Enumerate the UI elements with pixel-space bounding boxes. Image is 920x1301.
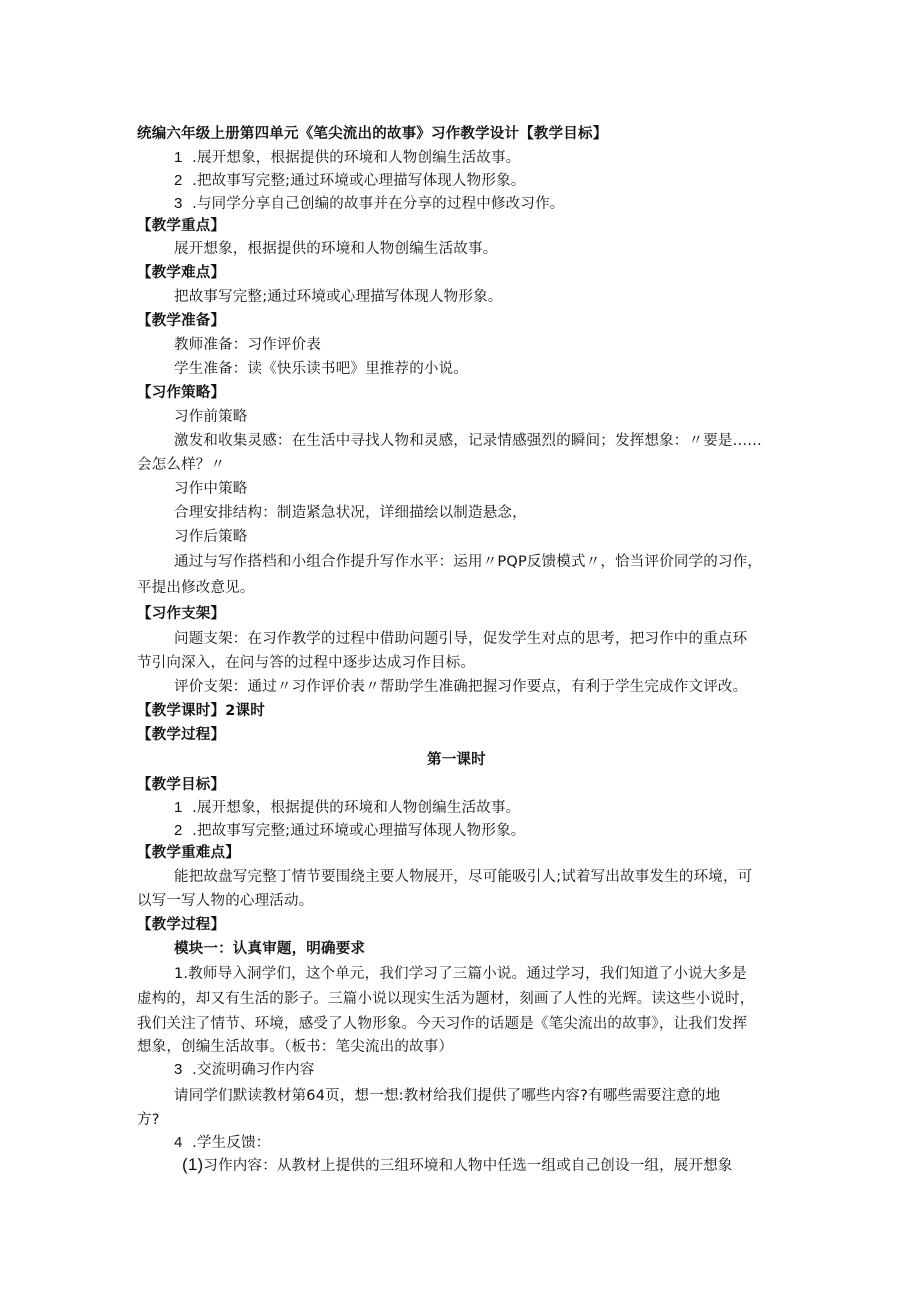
support-question-line-2: 节引向深入，在问与答的过程中逐步达成习作目标。 — [137, 655, 476, 671]
subitem-number: (1) — [182, 1155, 204, 1174]
goal-text: .展开想象，根据提供的环境和人物创编生活故事。 — [192, 800, 521, 816]
strategy-pre-title: 习作前策略 — [174, 409, 248, 425]
strategy-post-line-2: 平提出修改意见。 — [137, 580, 255, 596]
goal-number: 1 — [174, 799, 183, 816]
goal-number: 2 — [174, 822, 183, 839]
strategy-post-title: 习作后策略 — [174, 529, 248, 545]
goal-number: 2 — [174, 172, 183, 189]
section-heading-support: 【习作支架】 — [137, 606, 226, 622]
strategy-mid-title: 习作中策略 — [174, 481, 248, 497]
document-title: 统编六年级上册第四单元《笔尖流出的故事》习作教学设计【教学目标】 — [137, 126, 608, 142]
lesson-goal-item-1 — [174, 798, 520, 818]
item3-paragraph-line-2: 方? — [137, 1112, 160, 1128]
goal-item-2 — [174, 171, 525, 191]
section-heading-hours: 【教学课时】2课时 — [137, 703, 265, 719]
prep-student: 学生准备：读《快乐读书吧》里推荐的小说。 — [174, 361, 468, 377]
goal-item-1 — [174, 148, 520, 168]
goal-text: .与同学分享自己创编的故事并在分享的过程中修改习作。 — [192, 196, 565, 212]
item3-paragraph-line-1: 请同学们默读教材第64页，想一想:教材给我们提供了哪些内容?有哪些需要注意的地 — [174, 1088, 721, 1104]
strategy-post-line-1: 通过与写作搭档和小组合作提升写作水平：运用〃PQP反馈模式〃，恰当评价同学的习作， — [174, 554, 763, 570]
paragraph-line-3: 我们关注了情节、环境，感受了人物形象。今天习作的话题是《笔尖流出的故事》，让我们发挥 — [137, 1016, 748, 1032]
item-number: 3 — [174, 1061, 183, 1078]
module-heading: 模块一：认真审题，明确要求 — [174, 941, 366, 957]
lesson-goals-heading: 【教学目标】 — [137, 777, 226, 793]
support-question-line-1: 问题支架：在习作教学的过程中借助问题引导，促发学生对点的思考，把习作中的重点环 — [174, 631, 748, 647]
goal-text: .展开想象，根据提供的环境和人物创编生活故事。 — [192, 150, 521, 166]
lesson-goal-item-2 — [174, 821, 525, 841]
list-item-4 — [174, 1133, 270, 1153]
item-text: .交流明确习作内容 — [192, 1062, 315, 1078]
strategy-pre-line-1: 激发和收集灵感：在生活中寻找人物和灵感，记录情感强烈的瞬间；发挥想象：〃要是…… — [174, 433, 762, 449]
support-evaluation: 评价支架：通过〃习作评价表〃帮助学生准确把握习作要点，有利于学生完成作文评改。 — [174, 679, 748, 695]
item-text: .学生反馈： — [192, 1135, 271, 1151]
goal-text: .把故事写完整;通过环境或心理描写体现人物形象。 — [192, 823, 526, 839]
goal-item-3 — [174, 194, 564, 214]
lesson-keydiff-heading: 【教学重难点】 — [137, 845, 240, 861]
paragraph-line-4: 想象，创编生活故事。（板书：笔尖流出的故事） — [137, 1039, 454, 1055]
difficulty-text: 把故事写完整;通过环境或心理描写体现人物形象。 — [174, 289, 503, 305]
goal-text: .把故事写完整;通过环境或心理描写体现人物形象。 — [192, 173, 526, 189]
lesson-keydiff-line-2: 以写一写人物的心理活动。 — [137, 893, 314, 909]
section-heading-focus: 【教学重点】 — [137, 218, 226, 234]
lesson-keydiff-line-1: 能把故盘写完整丁情节要围绕主要人物展开，尽可能吸引人;试着写出故事发生的环境，可 — [174, 869, 753, 885]
subitem-text: 习作内容：从教材上提供的三组环境和人物中任选一组或自己创设一组，展开想象 — [203, 1158, 733, 1174]
paragraph-line-2: 虚构的，却又有生活的影子。三篇小说以现实生活为题材，刻画了人性的光辉。读这些小说时， — [137, 991, 755, 1007]
list-subitem-1 — [182, 1155, 733, 1176]
strategy-pre-line-2: 会怎么样？〃 — [137, 457, 226, 473]
section-heading-difficulty: 【教学难点】 — [137, 265, 226, 281]
paragraph-line-1: 1.教师导入洞学们，这个单元，我们学习了三篇小说。通过学习，我们知道了小说大多是 — [174, 966, 747, 982]
goal-number: 1 — [174, 149, 183, 166]
lesson-process-heading: 【教学过程】 — [137, 917, 226, 933]
section-heading-strategy: 【习作策略】 — [137, 385, 226, 401]
list-item-3 — [174, 1060, 315, 1080]
item-number: 4 — [174, 1134, 183, 1151]
section-heading-process: 【教学过程】 — [137, 727, 226, 743]
goal-number: 3 — [174, 195, 183, 212]
focus-text: 展开想象，根据提供的环境和人物创编生活故事。 — [174, 241, 498, 257]
section-heading-prep: 【教学准备】 — [137, 313, 226, 329]
strategy-mid-text: 合理安排结构：制造紧急状况，详细描绘以制造悬念， — [174, 505, 527, 521]
lesson-title: 第一课时 — [427, 752, 486, 768]
prep-teacher: 教师准备：习作评价表 — [174, 337, 321, 353]
